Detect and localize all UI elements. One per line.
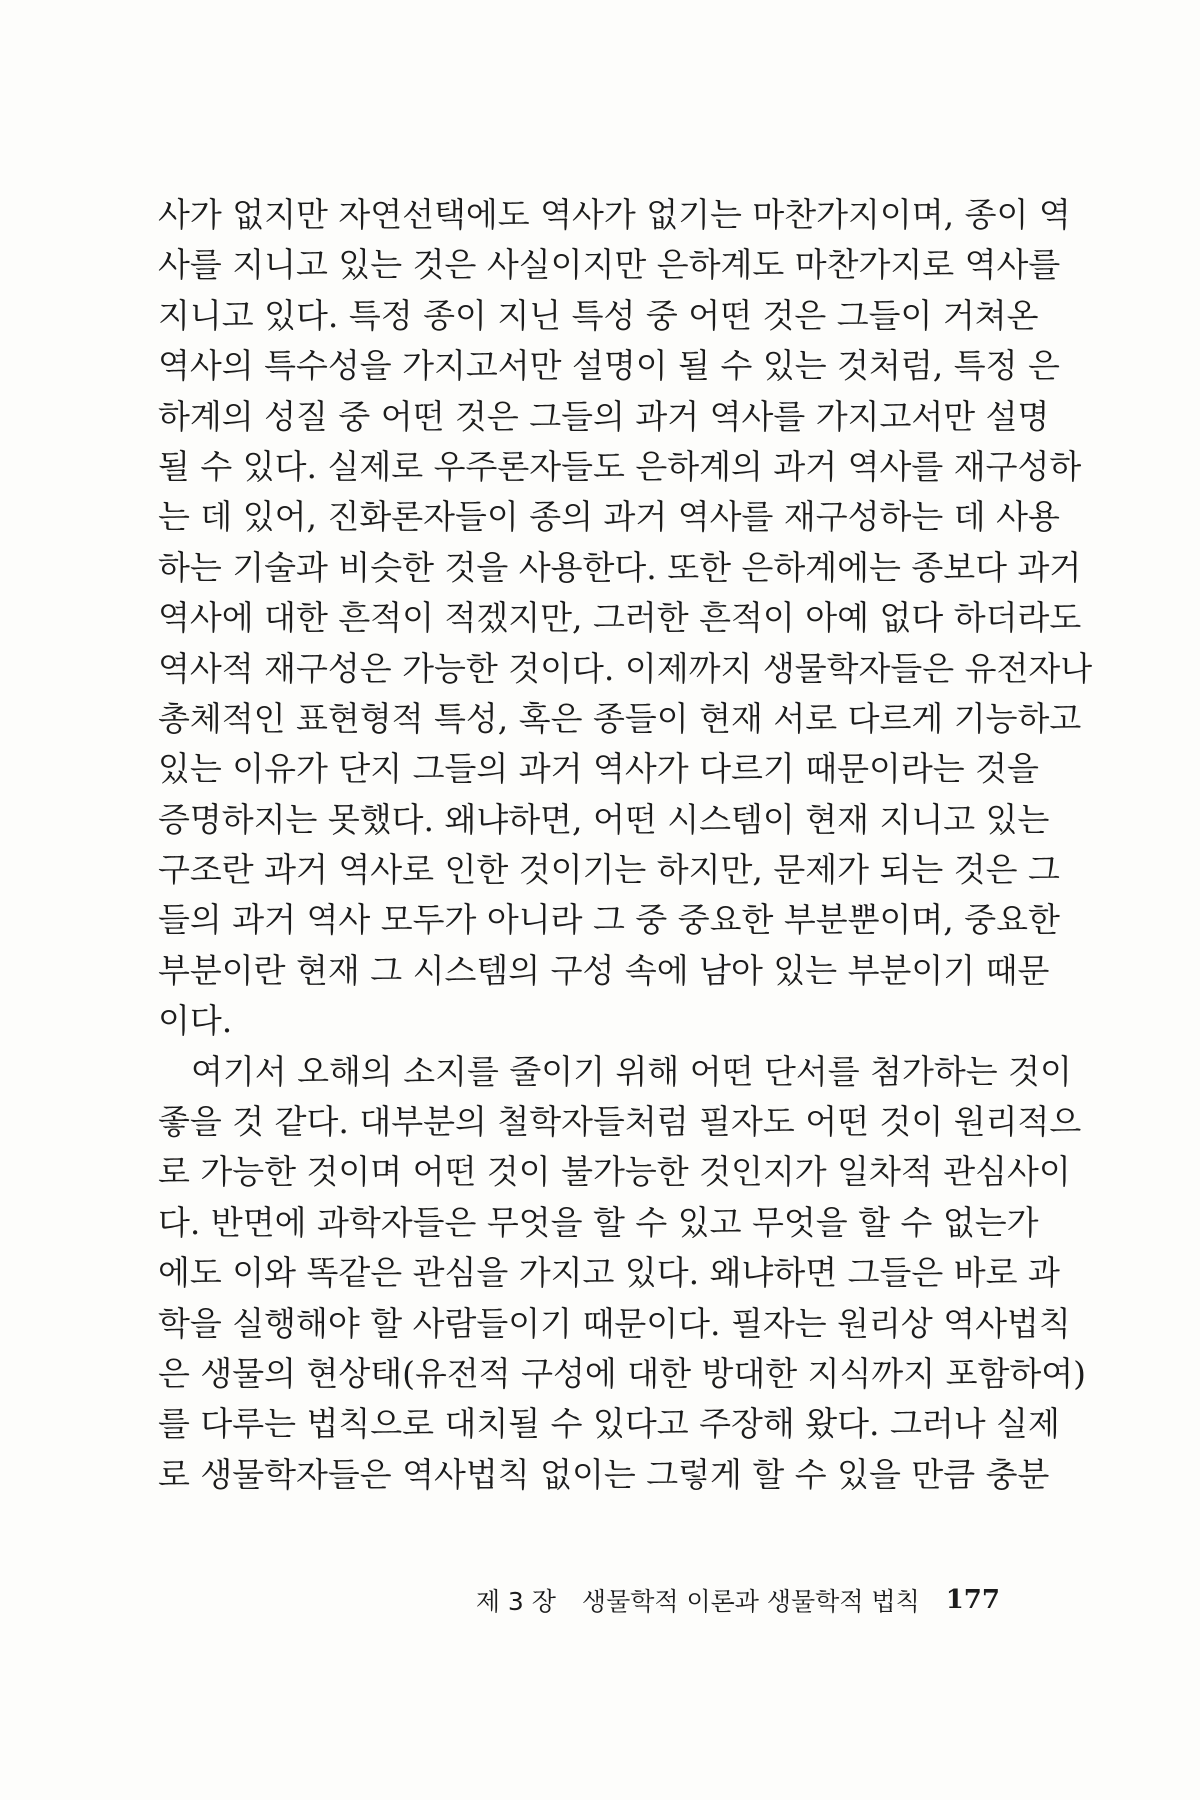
text-line: 은 생물의 현상태(유전적 구성에 대한 방대한 지식까지 포함하여) [158, 1353, 1087, 1393]
text-line: 증명하지는 못했다. 왜냐하면, 어떤 시스템이 현재 지니고 있는 [158, 799, 1050, 839]
paragraph-2 [158, 1047, 1087, 1501]
body-text [158, 190, 1093, 1500]
text-line: 될 수 있다. 실제로 우주론자들도 은하계의 과거 역사를 재구성하 [158, 446, 1082, 486]
text-line: 있는 이유가 단지 그들의 과거 역사가 다르기 때문이라는 것을 [158, 749, 1039, 789]
text-line: 이다. [158, 1001, 233, 1041]
text-line: 부분이란 현재 그 시스템의 구성 속에 남아 있는 부분이기 때문 [158, 950, 1050, 990]
text-line: 좋을 것 같다. 대부분의 철학자들처럼 필자도 어떤 것이 원리적으 [158, 1102, 1082, 1142]
page-number: 177 [945, 1585, 1000, 1615]
text-line: 역사적 재구성은 가능한 것이다. 이제까지 생물학자들은 유전자나 [158, 648, 1093, 688]
text-line: 에도 이와 똑같은 관심을 가지고 있다. 왜냐하면 그들은 바로 과 [158, 1253, 1060, 1293]
text-line: 하계의 성질 중 어떤 것은 그들의 과거 역사를 가지고서만 설명 [158, 396, 1050, 436]
text-line: 역사의 특수성을 가지고서만 설명이 될 수 있는 것처럼, 특정 은 [158, 346, 1060, 386]
text-line: 를 다루는 법칙으로 대치될 수 있다고 주장해 왔다. 그러나 실제 [158, 1404, 1060, 1444]
text-line: 사가 없지만 자연선택에도 역사가 없기는 마찬가지이며, 종이 역 [158, 195, 1071, 234]
chapter-title: 생물학적 이론과 생물학적 법칙 [581, 1587, 920, 1616]
text-line: 는 데 있어, 진화론자들이 종의 과거 역사를 재구성하는 데 사용 [158, 497, 1060, 537]
text-line: 총체적인 표현형적 특성, 혹은 종들이 현재 서로 다르게 기능하고 [158, 698, 1082, 738]
paragraph-1 [158, 190, 1093, 1047]
text-line: 로 가능한 것이며 어떤 것이 불가능한 것인지가 일차적 관심사이 [158, 1152, 1071, 1192]
text-line: 하는 기술과 비슷한 것을 사용한다. 또한 은하계에는 종보다 과거 [158, 547, 1082, 587]
text-line: 학을 실행해야 할 사람들이기 때문이다. 필자는 원리상 역사법칙 [158, 1303, 1071, 1343]
text-line: 사를 지니고 있는 것은 사실이지만 은하계도 마찬가지로 역사를 [158, 245, 1061, 285]
text-line: 다. 반면에 과학자들은 무엇을 할 수 있고 무엇을 할 수 없는가 [158, 1202, 1039, 1242]
chapter-label: 제 3 장 [475, 1587, 556, 1616]
text-line: 들의 과거 역사 모두가 아니라 그 중 중요한 부분뿐이며, 중요한 [158, 900, 1060, 940]
running-footer [440, 1580, 1000, 1620]
text-line: 여기서 오해의 소지를 줄이기 위해 어떤 단서를 첨가하는 것이 [191, 1051, 1072, 1091]
text-line: 역사에 대한 흔적이 적겠지만, 그러한 흔적이 아예 없다 하더라도 [158, 598, 1082, 638]
text-line: 구조란 과거 역사로 인한 것이기는 하지만, 문제가 되는 것은 그 [158, 850, 1060, 890]
text-line: 로 생물학자들은 역사법칙 없이는 그렇게 할 수 있을 만큼 충분 [158, 1454, 1050, 1494]
text-line: 지니고 있다. 특정 종이 지닌 특성 중 어떤 것은 그들이 거쳐온 [158, 295, 1039, 335]
